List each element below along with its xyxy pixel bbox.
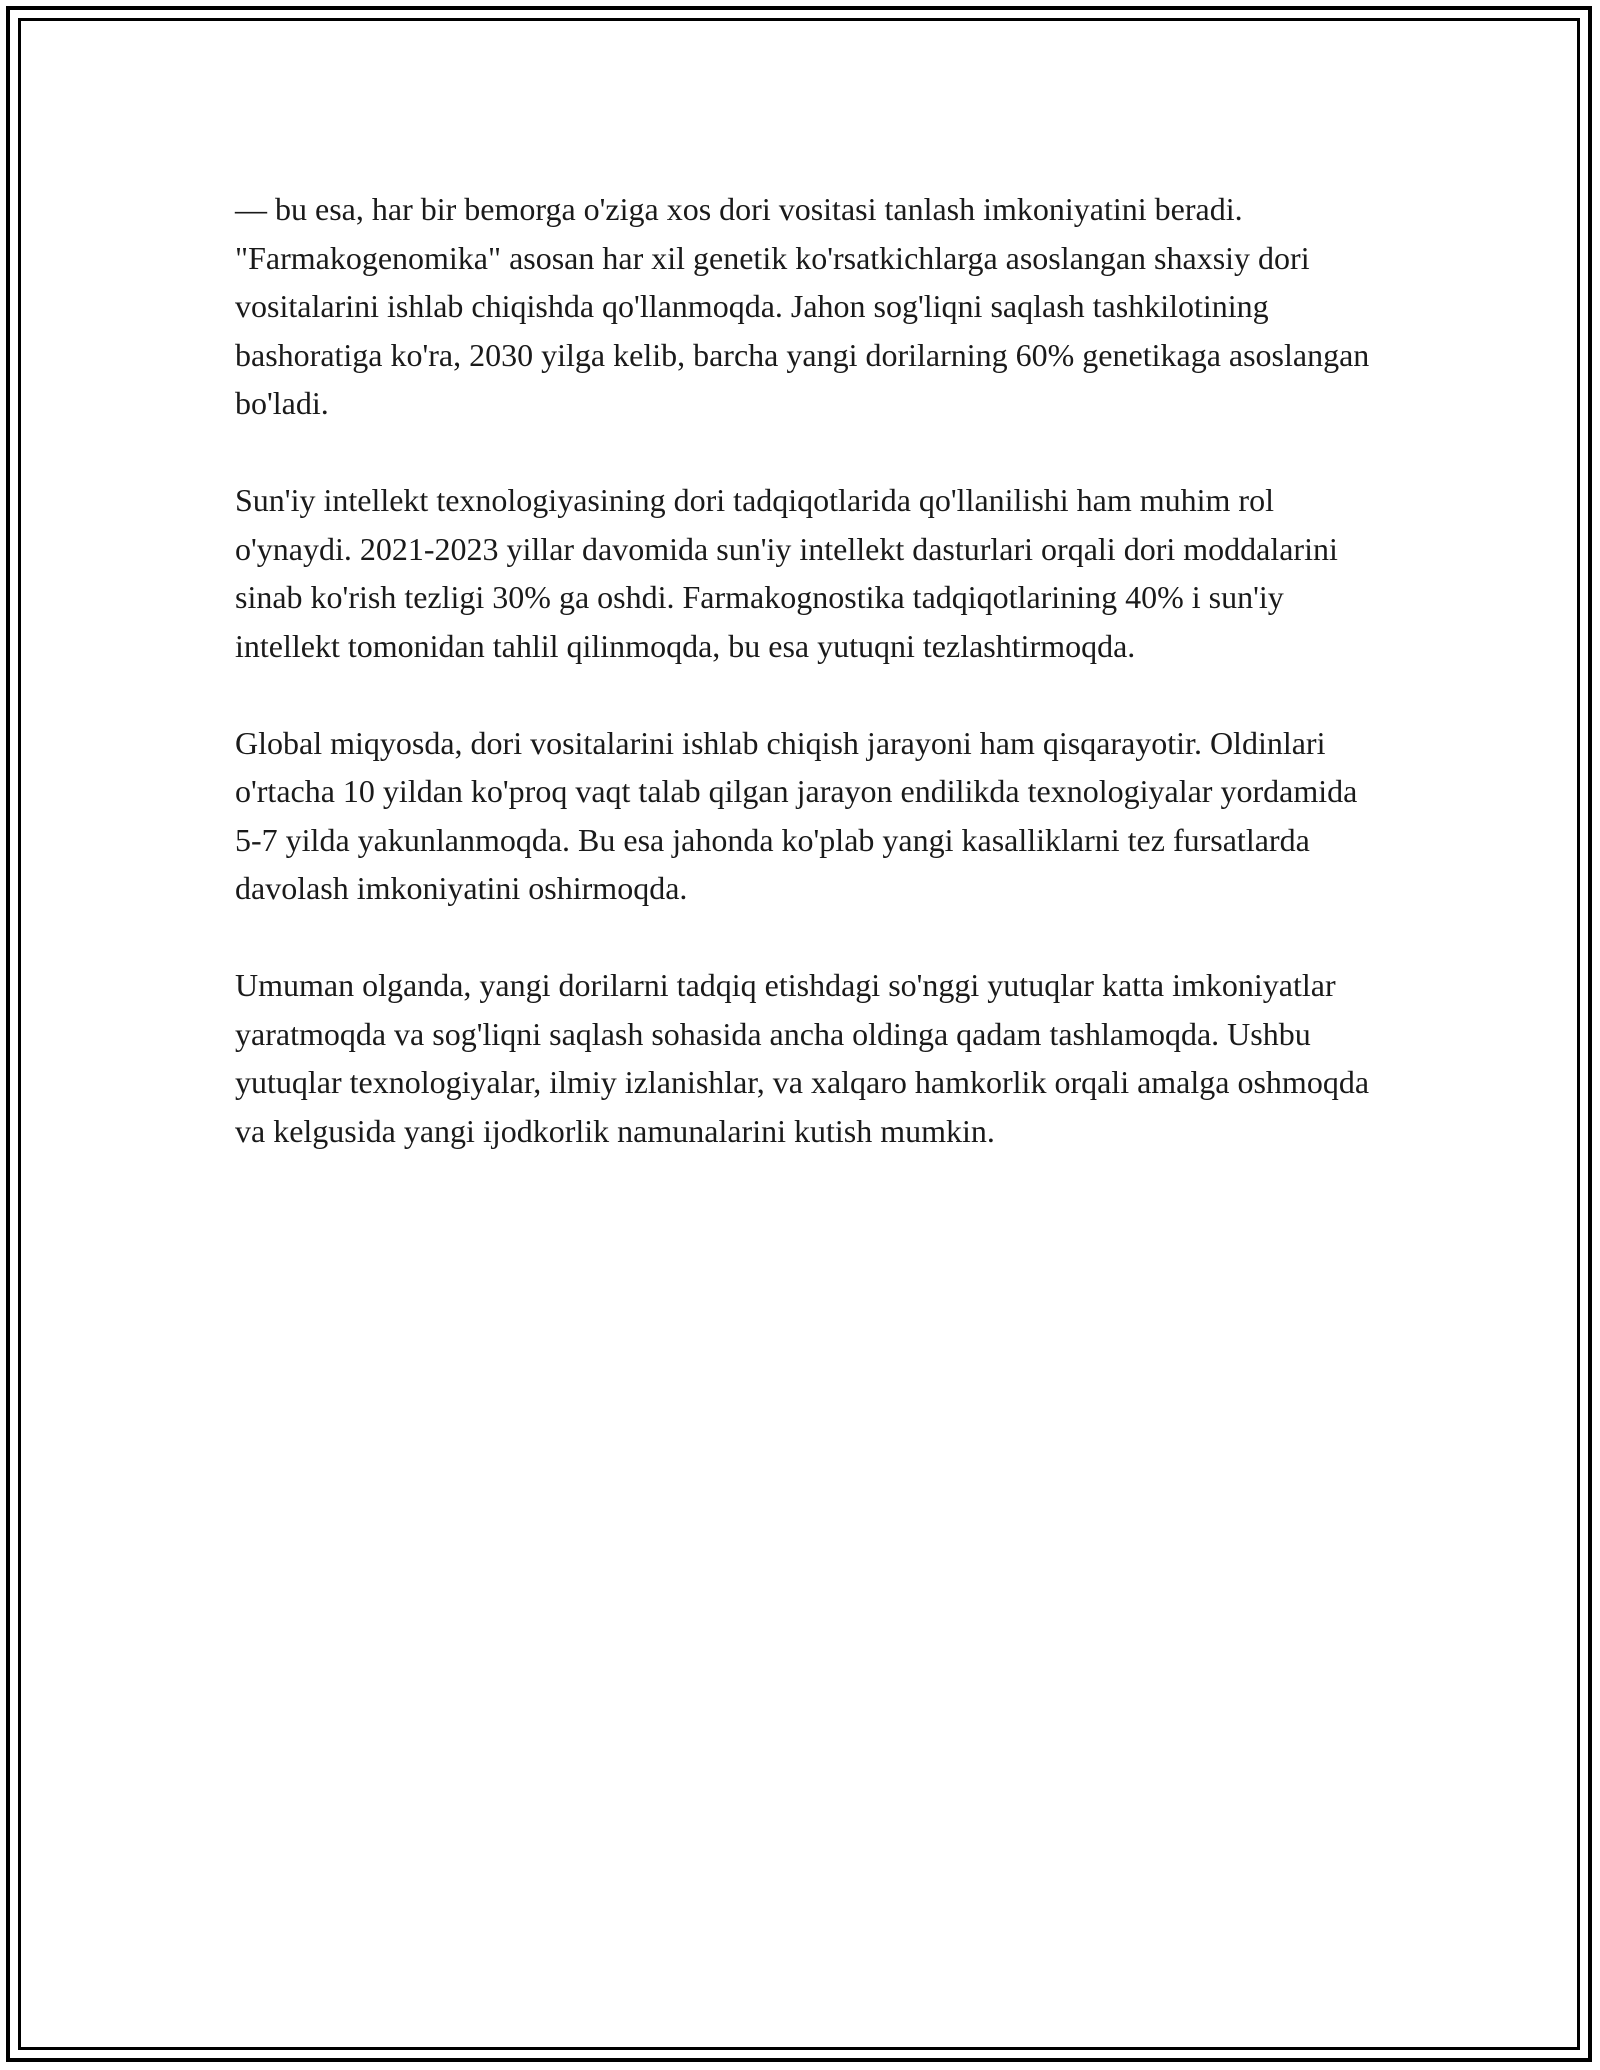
document-body — [235, 185, 1385, 1204]
paragraph-3: Global miqyosda, dori vositalarini ishlab chiqish jarayoni ham qisqarayotir. Oldinlari o'rtacha 10 yildan ko'proq vaqt talab qilgan jarayon endilikda texnologiyalar yordamida 5-7 yilda yakunlanmoqda. Bu esa jahonda ko'plab yangi kasalliklarni tez fursatlarda davolash imkoniyatini oshirmoqda. — [235, 724, 1358, 906]
paragraph-1: — bu esa, har bir bemorga o'ziga xos dori vositasi tanlash imkoniyatini beradi. "Farmakogenomika" asosan har xil genetik ko'rsatkichlarga asoslangan shaxsiy dori vositalarini ishlab chiqishda qo'llanmoqda. Jahon sog'liqni saqlash tashkilotining bashoratiga ko'ra, 2030 yilga kelib, barcha yangi dorilarning 60% genetikaga asoslangan bo'ladi. — [235, 191, 1370, 421]
paragraph-2: Sun'iy intellekt texnologiyasining dori tadqiqotlarida qo'llanilishi ham muhim rol o'ynaydi. 2021-2023 yillar davomida sun'iy intellekt dasturlari orqali dori moddalarini sinab ko'rish tezligi 30% ga oshdi. Farmakognostika tadqiqotlarining 40% i sun'iy intellekt tomonidan tahlil qilinmoqda, bu esa yutuqni tezlashtirmoqda. — [235, 482, 1338, 664]
paragraph-4: Umuman olganda, yangi dorilarni tadqiq etishdagi so'nggi yutuqlar katta imkoniyatlar yaratmoqda va sog'liqni saqlash sohasida ancha oldinga qadam tashlamoqda. Ushbu yutuqlar texnologiyalar, ilmiy izlanishlar, va xalqaro hamkorlik orqali amalga oshmoqda va kelgusida yangi ijodkorlik namunalarini kutish mumkin. — [235, 967, 1370, 1149]
